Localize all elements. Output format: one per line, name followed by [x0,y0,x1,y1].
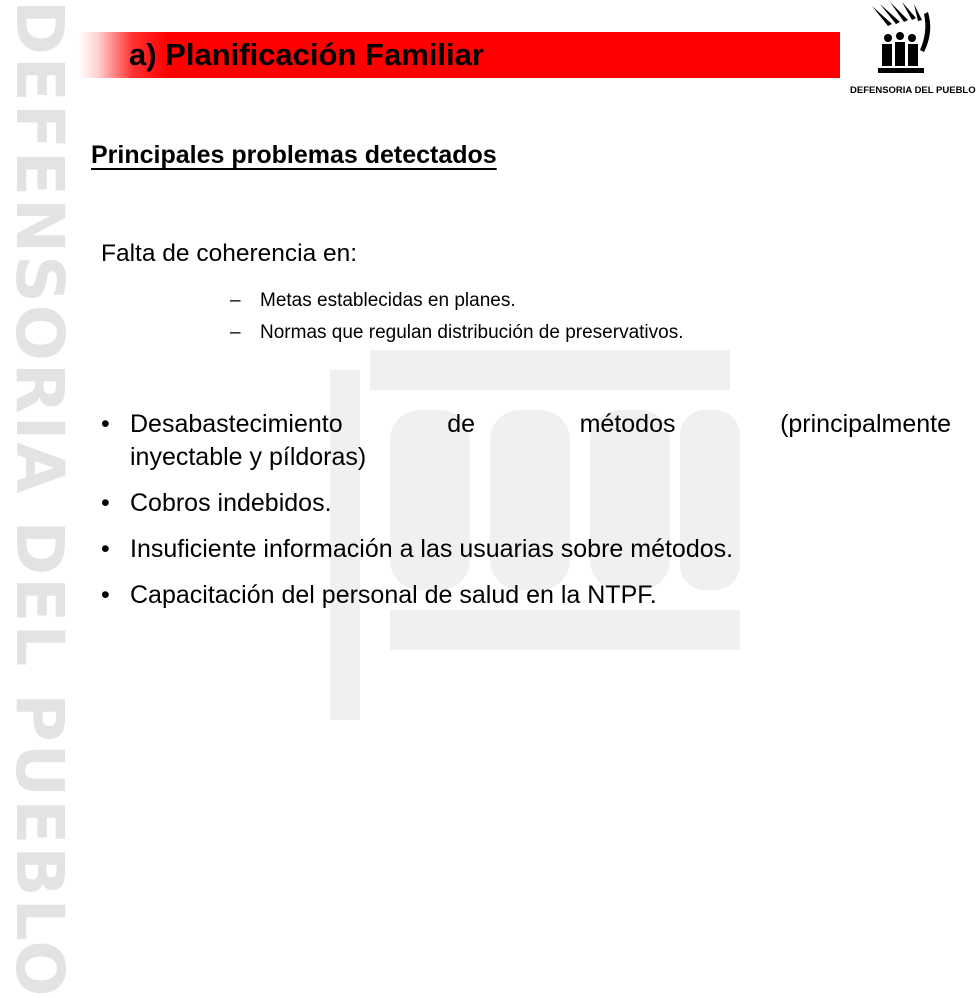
dash-marker: – [230,322,241,343]
side-watermark [0,0,78,998]
intro-text: Falta de coherencia en: [101,240,358,267]
list-item-text: Capacitación del personal de salud en la NTPF. [130,581,657,609]
bullet-marker: • [101,410,110,438]
logo-text: DEFENSORIA DEL PUEBLO [850,85,976,96]
list-item-text: Metas establecidas en planes. [260,290,516,311]
sub-list [230,285,684,349]
bullet-list [101,408,951,625]
list-item [101,579,951,612]
list-item-text: Normas que regulan distribución de preservativos. [260,322,684,343]
list-item-text-line: inyectable y píldoras) [130,443,367,471]
list-item-text: Insuficiente información a las usuarias sobre métodos. [130,535,734,563]
list-item [230,317,684,349]
bullet-marker: • [101,535,110,563]
bullet-marker: • [101,581,110,609]
side-watermark-text: DEFENSORIA DEL PUEBLO [1,0,78,998]
list-item [101,408,951,474]
list-item-text: Cobros indebidos. [130,489,332,517]
list-item [101,487,951,520]
list-item [101,533,951,566]
slide-title: a) Planificación Familiar [129,37,484,72]
logo [840,0,976,108]
dash-marker: – [230,290,241,311]
list-item [230,285,684,317]
section-heading: Principales problemas detectados [91,141,497,169]
list-item-text-line: Desabastecimiento de métodos (principalmente [130,410,951,438]
defensoria-emblem-icon [862,2,942,84]
bullet-marker: • [101,489,110,517]
